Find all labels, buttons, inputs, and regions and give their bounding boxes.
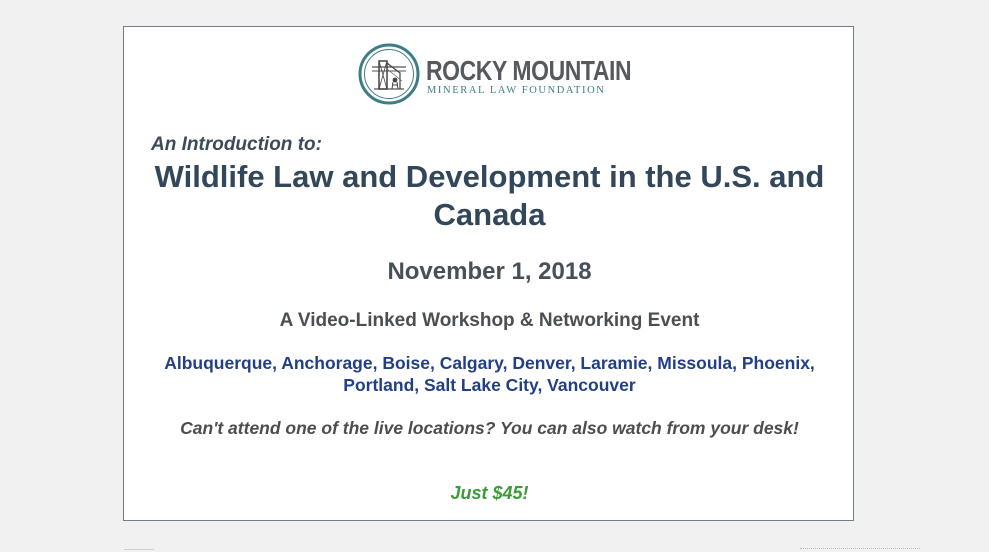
logo-subtitle: MINERAL LAW FOUNDATION bbox=[427, 85, 606, 96]
event-price: Just $45! bbox=[450, 483, 529, 503]
remote-viewing-note: Can't attend one of the live locations? You can also watch from your desk! bbox=[180, 418, 799, 438]
rmmlf-logo[interactable] bbox=[358, 41, 632, 107]
page-divider bbox=[124, 549, 154, 550]
logo-title: ROCKY MOUNTAIN bbox=[426, 55, 632, 86]
rmmlf-emblem-icon bbox=[358, 43, 420, 105]
event-title: Wildlife Law and Development in the U.S. and Canada bbox=[154, 159, 825, 232]
event-locations: Albuquerque, Anchorage, Boise, Calgary, Denver, Laramie, Missoula, Phoenix, Portland, Salt Lake City, Vancouver bbox=[164, 353, 815, 395]
event-date: November 1, 2018 bbox=[387, 258, 592, 285]
event-flyer-card bbox=[123, 26, 854, 521]
event-intro: An Introduction to: bbox=[151, 134, 322, 155]
event-subtitle: A Video-Linked Workshop & Networking Event bbox=[279, 310, 700, 331]
page-divider-right bbox=[800, 548, 920, 551]
